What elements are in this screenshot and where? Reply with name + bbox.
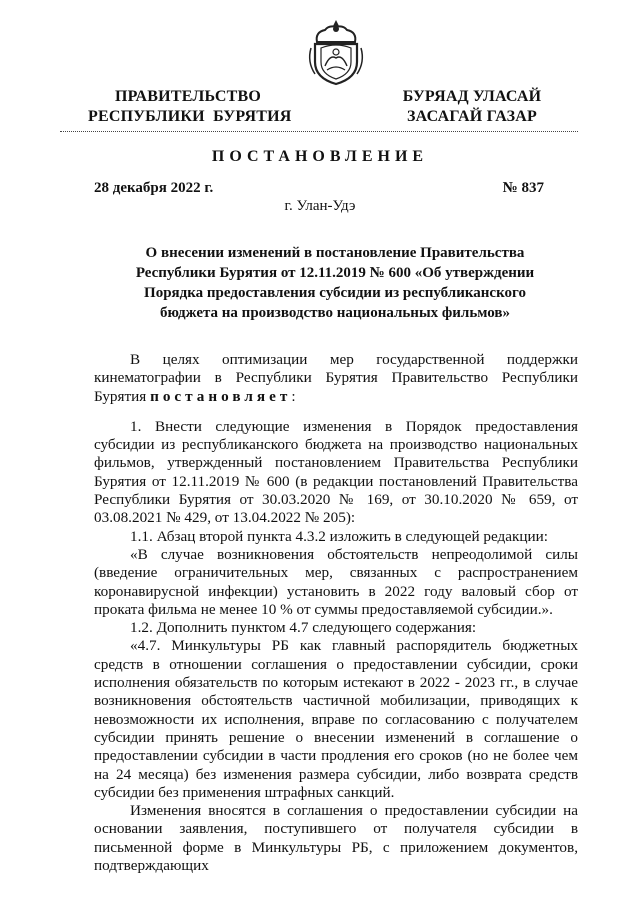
preamble-paragraph <box>94 351 578 406</box>
paragraph-changes: Изменения вносятся в соглашения о предоставлении субсидии на основании заявления, поступившего от получателя субсидии в письменной форме в Минкультуры РБ, с приложением документов, подтверждающих <box>94 802 578 875</box>
paragraph-1-2: 1.2. Дополнить пунктом 4.7 следующего содержания: <box>130 619 477 637</box>
paragraph-1-1-quote: «В случае возникновения обстоятельств непреодолимой силы (введение ограничительных мер, связанных с распространением коронавирусной инфекции) установить в 2022 году валовый сбор от проката фильма не менее 10 % от суммы предоставляемой субсидии.». <box>94 545 578 618</box>
document-city: г. Улан-Удэ <box>284 198 356 214</box>
paragraph-1: 1. Внести следующие изменения в Порядок предоставления субсидии из республиканского бюджета на производство национальных фильмов, утвержденный постановлением Правительства Республики Бурятия от 12.11.2019 № 600 (в редакции постановлений Правительства Республики Бурятия от 30.03.2020 № 169, от 30.10.2020 № 659, от 03.08.2021 № 429, от 13.04.2022 № 205): <box>94 417 578 527</box>
org-name-ru-line-1: ПРАВИТЕЛЬСТВО <box>114 88 262 105</box>
paragraph-1-1: 1.1. Абзац второй пункта 4.3.2 изложить в следующей редакции: <box>130 527 549 545</box>
document-subject: О внесении изменений в постановление Правительства Республики Бурятия от 12.11.2019 № 600 «Об утверждении Порядка предоставления субсидии из республиканского бюджета на производство национальных фильмов» <box>135 245 535 321</box>
document-body <box>94 351 578 875</box>
org-name-buryat <box>392 87 552 127</box>
preamble-colon: : <box>291 387 296 405</box>
coat-of-arms-icon <box>303 18 369 88</box>
document-type-title: ПОСТАНОВЛЕНИЕ <box>211 148 429 165</box>
org-name-ru-line-2: РЕСПУБЛИКИ БУРЯТИЯ <box>88 108 292 125</box>
org-name-bu-line-1: БУРЯАД УЛАСАЙ <box>402 88 542 105</box>
preamble-text: В целях оптимизации мер государственной поддержки кинематографии в Республики Бурятия Правительство Республики Бурятия <box>94 351 578 405</box>
document-number: № 837 <box>502 180 544 196</box>
paragraph-1-2-quote: «4.7. Минкультуры РБ как главный распорядитель бюджетных средств в отношении соглашения о предоставлении субсидии, сроки исполнения обязательств по которым истекают в 2022 - 2023 гг., в случае возникновения обстоятельств частичной мобилизации, приводящих к невозможности их исполнения, вправе по согласованию с получателем субсидии принять решение о внесении изменений в соглашение о предоставлении субсидии в части продления его сроков (но не более чем на 24 месяца) без изменения размера субсидии, либо возврата средств субсидии без применения штрафных санкций. <box>94 637 578 801</box>
org-name-russian <box>88 87 292 127</box>
header-divider <box>60 131 578 132</box>
document-date: 28 декабря 2022 г. <box>94 180 214 196</box>
org-name-bu-line-2: ЗАСАГАЙ ГАЗАР <box>407 108 537 125</box>
decree-word: постановляет <box>150 387 292 405</box>
